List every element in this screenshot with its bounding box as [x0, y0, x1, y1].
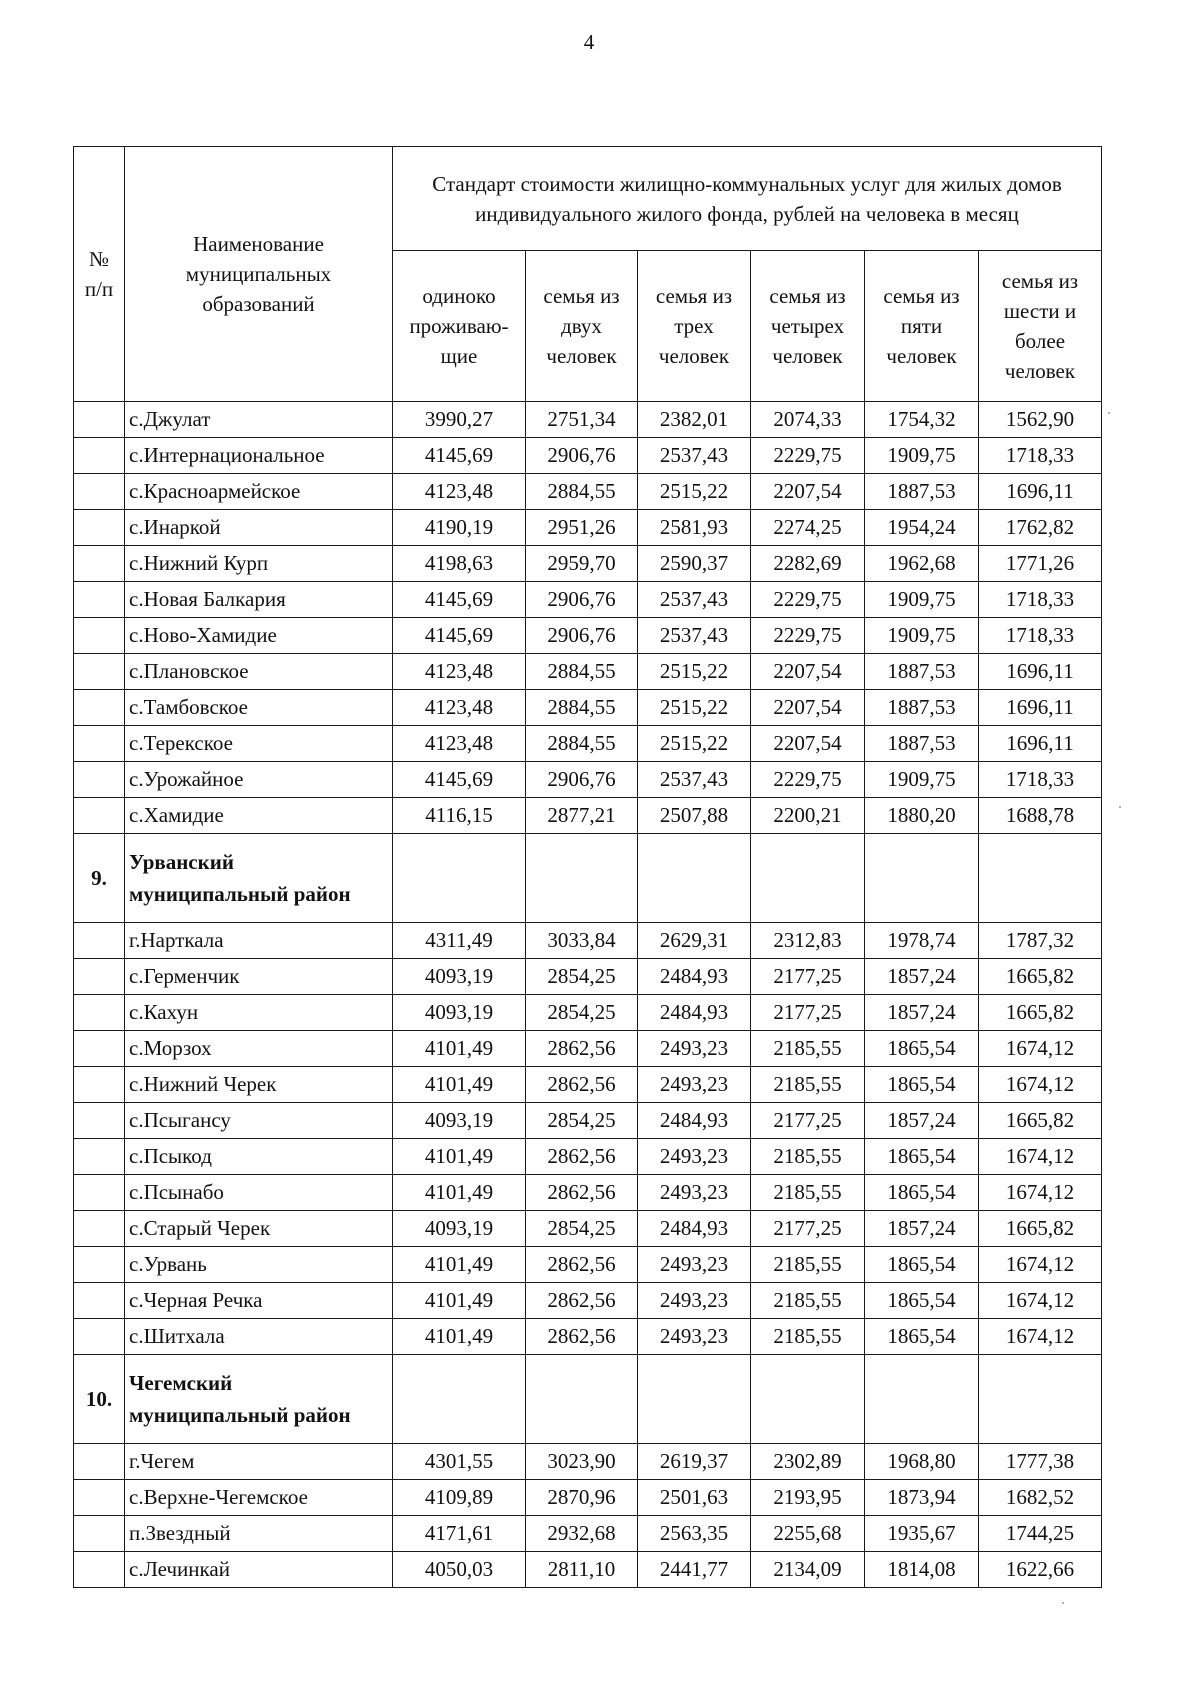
table-row	[74, 798, 1102, 834]
settlement-name: п.Звездный	[125, 1516, 393, 1552]
settlement-name: с.Урвань	[125, 1247, 393, 1283]
cost-value: 2951,26	[526, 510, 638, 546]
settlement-name: с.Урожайное	[125, 762, 393, 798]
cost-value: 2877,21	[526, 798, 638, 834]
cost-value: 2906,76	[526, 762, 638, 798]
cost-value: 2906,76	[526, 582, 638, 618]
cost-value: 2229,75	[751, 762, 865, 798]
cost-value: 2501,63	[638, 1480, 751, 1516]
cost-value: 1718,33	[979, 438, 1102, 474]
cost-value: 2862,56	[526, 1139, 638, 1175]
table-row	[74, 546, 1102, 582]
table-row	[74, 510, 1102, 546]
cost-value: 1968,80	[865, 1444, 979, 1480]
cost-value: 1935,67	[865, 1516, 979, 1552]
row-index-cell	[74, 582, 125, 618]
settlement-name: г.Чегем	[125, 1444, 393, 1480]
cost-value: 2484,93	[638, 959, 751, 995]
cost-value: 1674,12	[979, 1031, 1102, 1067]
cost-value: 4123,48	[393, 474, 526, 510]
cost-value: 2537,43	[638, 582, 751, 618]
cost-value: 2185,55	[751, 1283, 865, 1319]
empty-cell	[751, 1355, 865, 1444]
row-index-cell	[74, 1175, 125, 1211]
table-row	[74, 402, 1102, 438]
row-index-cell	[74, 1480, 125, 1516]
cost-value: 4093,19	[393, 1211, 526, 1247]
cost-value: 3990,27	[393, 402, 526, 438]
empty-cell	[393, 834, 526, 923]
table-row	[74, 654, 1102, 690]
cost-value: 4050,03	[393, 1552, 526, 1588]
cost-value: 1674,12	[979, 1283, 1102, 1319]
cost-value: 1954,24	[865, 510, 979, 546]
table-row	[74, 1480, 1102, 1516]
cost-value: 1865,54	[865, 1283, 979, 1319]
district-name-line1: Чегемский	[129, 1371, 233, 1395]
cost-value: 1978,74	[865, 923, 979, 959]
cost-value: 4093,19	[393, 1103, 526, 1139]
table-row	[74, 582, 1102, 618]
row-index-cell	[74, 1139, 125, 1175]
cost-value: 1865,54	[865, 1247, 979, 1283]
cost-value: 2932,68	[526, 1516, 638, 1552]
cost-value: 1622,66	[979, 1552, 1102, 1588]
header-col-five: семья из пяти человек	[865, 251, 979, 402]
empty-cell	[865, 834, 979, 923]
cost-value: 2207,54	[751, 654, 865, 690]
cost-value: 4190,19	[393, 510, 526, 546]
cost-value: 4093,19	[393, 959, 526, 995]
table-row	[74, 995, 1102, 1031]
cost-value: 4123,48	[393, 726, 526, 762]
settlement-name: с.Новая Балкария	[125, 582, 393, 618]
cost-value: 2515,22	[638, 726, 751, 762]
cost-value: 1777,38	[979, 1444, 1102, 1480]
cost-value: 2884,55	[526, 654, 638, 690]
cost-value: 2207,54	[751, 690, 865, 726]
cost-value: 2177,25	[751, 995, 865, 1031]
cost-value: 1880,20	[865, 798, 979, 834]
header-col-single: одиноко проживаю- щие	[393, 251, 526, 402]
cost-value: 1665,82	[979, 1211, 1102, 1247]
cost-value: 2537,43	[638, 762, 751, 798]
cost-value: 2862,56	[526, 1283, 638, 1319]
cost-value: 4311,49	[393, 923, 526, 959]
cost-value: 4145,69	[393, 762, 526, 798]
row-index-cell	[74, 510, 125, 546]
table-row	[74, 474, 1102, 510]
cost-value: 1665,82	[979, 995, 1102, 1031]
table-row	[74, 1211, 1102, 1247]
cost-value: 2074,33	[751, 402, 865, 438]
cost-value: 2563,35	[638, 1516, 751, 1552]
cost-value: 2302,89	[751, 1444, 865, 1480]
empty-cell	[865, 1355, 979, 1444]
table-row	[74, 1175, 1102, 1211]
cost-value: 1688,78	[979, 798, 1102, 834]
cost-value: 4123,48	[393, 654, 526, 690]
cost-value: 1674,12	[979, 1139, 1102, 1175]
cost-value: 2854,25	[526, 995, 638, 1031]
cost-value: 2581,93	[638, 510, 751, 546]
cost-value: 4301,55	[393, 1444, 526, 1480]
cost-value: 2862,56	[526, 1247, 638, 1283]
table-row	[74, 1516, 1102, 1552]
cost-value: 1909,75	[865, 582, 979, 618]
cost-value: 4109,89	[393, 1480, 526, 1516]
cost-value: 4101,49	[393, 1175, 526, 1211]
cost-value: 1771,26	[979, 546, 1102, 582]
cost-value: 4101,49	[393, 1031, 526, 1067]
cost-value: 2177,25	[751, 1103, 865, 1139]
cost-value: 2493,23	[638, 1139, 751, 1175]
cost-value: 1665,82	[979, 959, 1102, 995]
cost-value: 2274,25	[751, 510, 865, 546]
cost-value: 2884,55	[526, 726, 638, 762]
district-row	[74, 834, 1102, 923]
table-row	[74, 762, 1102, 798]
settlement-name: с.Тамбовское	[125, 690, 393, 726]
settlement-name: с.Нижний Черек	[125, 1067, 393, 1103]
table-row	[74, 1552, 1102, 1588]
table-row	[74, 1283, 1102, 1319]
cost-value: 1674,12	[979, 1175, 1102, 1211]
cost-value: 2185,55	[751, 1067, 865, 1103]
cost-value: 1762,82	[979, 510, 1102, 546]
cost-value: 2185,55	[751, 1031, 865, 1067]
cost-value: 1665,82	[979, 1103, 1102, 1139]
cost-value: 2229,75	[751, 582, 865, 618]
cost-value: 2515,22	[638, 690, 751, 726]
header-index: № п/п	[74, 147, 125, 402]
cost-value: 4145,69	[393, 618, 526, 654]
cost-value: 2619,37	[638, 1444, 751, 1480]
row-index-cell	[74, 1247, 125, 1283]
cost-value: 4093,19	[393, 995, 526, 1031]
row-index-cell	[74, 474, 125, 510]
row-index-cell	[74, 1031, 125, 1067]
cost-value: 2484,93	[638, 995, 751, 1031]
cost-value: 2906,76	[526, 438, 638, 474]
cost-value: 2493,23	[638, 1031, 751, 1067]
cost-value: 1682,52	[979, 1480, 1102, 1516]
settlement-name: с.Кахун	[125, 995, 393, 1031]
cost-value: 1718,33	[979, 618, 1102, 654]
settlement-name: с.Псыгансу	[125, 1103, 393, 1139]
cost-value: 1909,75	[865, 762, 979, 798]
table-row	[74, 1031, 1102, 1067]
cost-value: 4123,48	[393, 690, 526, 726]
table-row	[74, 959, 1102, 995]
cost-value: 2185,55	[751, 1175, 865, 1211]
row-index-cell	[74, 1552, 125, 1588]
row-index-cell	[74, 1067, 125, 1103]
cost-value: 2870,96	[526, 1480, 638, 1516]
empty-cell	[979, 1355, 1102, 1444]
cost-value: 1865,54	[865, 1067, 979, 1103]
settlement-name: с.Нижний Курп	[125, 546, 393, 582]
row-index-cell	[74, 618, 125, 654]
cost-value: 2862,56	[526, 1319, 638, 1355]
table-row	[74, 1139, 1102, 1175]
cost-value: 1887,53	[865, 654, 979, 690]
cost-value: 4198,63	[393, 546, 526, 582]
cost-value: 2515,22	[638, 654, 751, 690]
cost-value: 1718,33	[979, 762, 1102, 798]
cost-value: 2854,25	[526, 959, 638, 995]
row-index-cell	[74, 690, 125, 726]
empty-cell	[751, 834, 865, 923]
row-index-cell	[74, 1283, 125, 1319]
cost-value: 2906,76	[526, 618, 638, 654]
table-row	[74, 1247, 1102, 1283]
district-name-line2: муниципальный район	[129, 882, 351, 906]
district-row	[74, 1355, 1102, 1444]
row-index-cell	[74, 1319, 125, 1355]
scan-speck	[1119, 806, 1121, 808]
cost-value: 2854,25	[526, 1103, 638, 1139]
cost-value: 2484,93	[638, 1103, 751, 1139]
cost-value: 2441,77	[638, 1552, 751, 1588]
settlement-name: с.Псынабо	[125, 1175, 393, 1211]
table-row	[74, 1067, 1102, 1103]
row-index-cell	[74, 438, 125, 474]
cost-value: 1857,24	[865, 959, 979, 995]
cost-value: 1909,75	[865, 618, 979, 654]
cost-value: 3033,84	[526, 923, 638, 959]
cost-value: 2193,95	[751, 1480, 865, 1516]
cost-value: 2590,37	[638, 546, 751, 582]
cost-value: 3023,90	[526, 1444, 638, 1480]
empty-cell	[526, 1355, 638, 1444]
cost-value: 1887,53	[865, 474, 979, 510]
empty-cell	[638, 834, 751, 923]
cost-value: 2493,23	[638, 1319, 751, 1355]
cost-value: 1865,54	[865, 1175, 979, 1211]
cost-value: 1857,24	[865, 1211, 979, 1247]
cost-standard-table	[73, 146, 1102, 1588]
cost-value: 2507,88	[638, 798, 751, 834]
cost-value: 4101,49	[393, 1247, 526, 1283]
cost-value: 1744,25	[979, 1516, 1102, 1552]
cost-value: 1909,75	[865, 438, 979, 474]
settlement-name: с.Плановское	[125, 654, 393, 690]
settlement-name: г.Нарткала	[125, 923, 393, 959]
settlement-name: с.Шитхала	[125, 1319, 393, 1355]
settlement-name: с.Старый Черек	[125, 1211, 393, 1247]
row-index-cell	[74, 923, 125, 959]
cost-value: 2185,55	[751, 1319, 865, 1355]
cost-value: 2200,21	[751, 798, 865, 834]
cost-value: 1865,54	[865, 1139, 979, 1175]
page-number: 4	[583, 30, 595, 54]
cost-value: 2312,83	[751, 923, 865, 959]
row-index-cell	[74, 402, 125, 438]
settlement-name: с.Красноармейское	[125, 474, 393, 510]
settlement-name: с.Терекское	[125, 726, 393, 762]
row-index-cell	[74, 1444, 125, 1480]
cost-value: 2185,55	[751, 1247, 865, 1283]
cost-value: 2515,22	[638, 474, 751, 510]
cost-value: 4101,49	[393, 1319, 526, 1355]
cost-value: 4171,61	[393, 1516, 526, 1552]
cost-value: 4145,69	[393, 438, 526, 474]
settlement-name: с.Инаркой	[125, 510, 393, 546]
empty-cell	[638, 1355, 751, 1444]
header-col-three: семья из трех человек	[638, 251, 751, 402]
district-index: 9.	[74, 834, 125, 923]
cost-value: 1754,32	[865, 402, 979, 438]
cost-value: 2282,69	[751, 546, 865, 582]
settlement-name: с.Герменчик	[125, 959, 393, 995]
cost-value: 1865,54	[865, 1319, 979, 1355]
settlement-name: с.Лечинкай	[125, 1552, 393, 1588]
empty-cell	[979, 834, 1102, 923]
cost-value: 1865,54	[865, 1031, 979, 1067]
cost-value: 2959,70	[526, 546, 638, 582]
settlement-name: с.Интернациональное	[125, 438, 393, 474]
cost-value: 4116,15	[393, 798, 526, 834]
district-name-line2: муниципальный район	[129, 1403, 351, 1427]
cost-value: 1696,11	[979, 690, 1102, 726]
row-index-cell	[74, 1211, 125, 1247]
cost-value: 2493,23	[638, 1283, 751, 1319]
table-row	[74, 1444, 1102, 1480]
table-body	[74, 402, 1102, 1588]
row-index-cell	[74, 762, 125, 798]
cost-value: 2493,23	[638, 1247, 751, 1283]
cost-value: 1873,94	[865, 1480, 979, 1516]
row-index-cell	[74, 959, 125, 995]
settlement-name: с.Псыкод	[125, 1139, 393, 1175]
scan-speck	[1108, 412, 1110, 414]
cost-value: 1674,12	[979, 1247, 1102, 1283]
cost-value: 2884,55	[526, 690, 638, 726]
cost-value: 2229,75	[751, 618, 865, 654]
cost-value: 2177,25	[751, 959, 865, 995]
empty-cell	[526, 834, 638, 923]
cost-value: 2207,54	[751, 474, 865, 510]
row-index-cell	[74, 1103, 125, 1139]
header-col-four: семья из четырех человек	[751, 251, 865, 402]
cost-value: 1696,11	[979, 726, 1102, 762]
cost-value: 2884,55	[526, 474, 638, 510]
table-row	[74, 690, 1102, 726]
row-index-cell	[74, 798, 125, 834]
cost-value: 2862,56	[526, 1175, 638, 1211]
cost-value: 2382,01	[638, 402, 751, 438]
cost-value: 1696,11	[979, 654, 1102, 690]
cost-value: 1562,90	[979, 402, 1102, 438]
table-row	[74, 726, 1102, 762]
settlement-name: с.Ново-Хамидие	[125, 618, 393, 654]
empty-cell	[393, 1355, 526, 1444]
cost-value: 4101,49	[393, 1139, 526, 1175]
district-name	[125, 834, 393, 923]
cost-value: 1887,53	[865, 726, 979, 762]
cost-value: 1962,68	[865, 546, 979, 582]
cost-value: 4101,49	[393, 1283, 526, 1319]
cost-value: 1887,53	[865, 690, 979, 726]
table-row	[74, 618, 1102, 654]
cost-value: 4101,49	[393, 1067, 526, 1103]
scan-speck	[1062, 1602, 1064, 1604]
cost-value: 2751,34	[526, 402, 638, 438]
cost-value: 2629,31	[638, 923, 751, 959]
table-row	[74, 1103, 1102, 1139]
cost-value: 1674,12	[979, 1319, 1102, 1355]
header-name: Наименование муниципальных образований	[125, 147, 393, 402]
cost-value: 2493,23	[638, 1175, 751, 1211]
header-group: Стандарт стоимости жилищно-коммунальных услуг для жилых домов индивидуального жилого фонда, рублей на человека в месяц	[393, 147, 1102, 251]
district-index: 10.	[74, 1355, 125, 1444]
row-index-cell	[74, 654, 125, 690]
cost-value: 2255,68	[751, 1516, 865, 1552]
cost-value: 1814,08	[865, 1552, 979, 1588]
row-index-cell	[74, 1516, 125, 1552]
settlement-name: с.Черная Речка	[125, 1283, 393, 1319]
settlement-name: с.Хамидие	[125, 798, 393, 834]
cost-value: 2493,23	[638, 1067, 751, 1103]
cost-value: 2207,54	[751, 726, 865, 762]
cost-value: 2811,10	[526, 1552, 638, 1588]
cost-value: 1674,12	[979, 1067, 1102, 1103]
table-row	[74, 1319, 1102, 1355]
cost-value: 1696,11	[979, 474, 1102, 510]
row-index-cell	[74, 995, 125, 1031]
cost-value: 2537,43	[638, 618, 751, 654]
cost-value: 2229,75	[751, 438, 865, 474]
row-index-cell	[74, 726, 125, 762]
table-row	[74, 923, 1102, 959]
settlement-name: с.Верхне-Чегемское	[125, 1480, 393, 1516]
cost-value: 2854,25	[526, 1211, 638, 1247]
cost-value: 4145,69	[393, 582, 526, 618]
header-col-two: семья из двух человек	[526, 251, 638, 402]
settlement-name: с.Джулат	[125, 402, 393, 438]
row-index-cell	[74, 546, 125, 582]
cost-value: 2862,56	[526, 1031, 638, 1067]
district-name	[125, 1355, 393, 1444]
cost-value: 1857,24	[865, 1103, 979, 1139]
cost-value: 2537,43	[638, 438, 751, 474]
settlement-name: с.Морзох	[125, 1031, 393, 1067]
district-name-line1: Урванский	[129, 850, 234, 874]
table-row	[74, 438, 1102, 474]
table-header	[74, 147, 1102, 402]
cost-value: 2177,25	[751, 1211, 865, 1247]
cost-value: 2134,09	[751, 1552, 865, 1588]
cost-value: 2484,93	[638, 1211, 751, 1247]
cost-value: 2185,55	[751, 1139, 865, 1175]
cost-value: 1857,24	[865, 995, 979, 1031]
cost-value: 1787,32	[979, 923, 1102, 959]
header-col-six-plus: семья из шести и более человек	[979, 251, 1102, 402]
cost-value: 2862,56	[526, 1067, 638, 1103]
cost-value: 1718,33	[979, 582, 1102, 618]
